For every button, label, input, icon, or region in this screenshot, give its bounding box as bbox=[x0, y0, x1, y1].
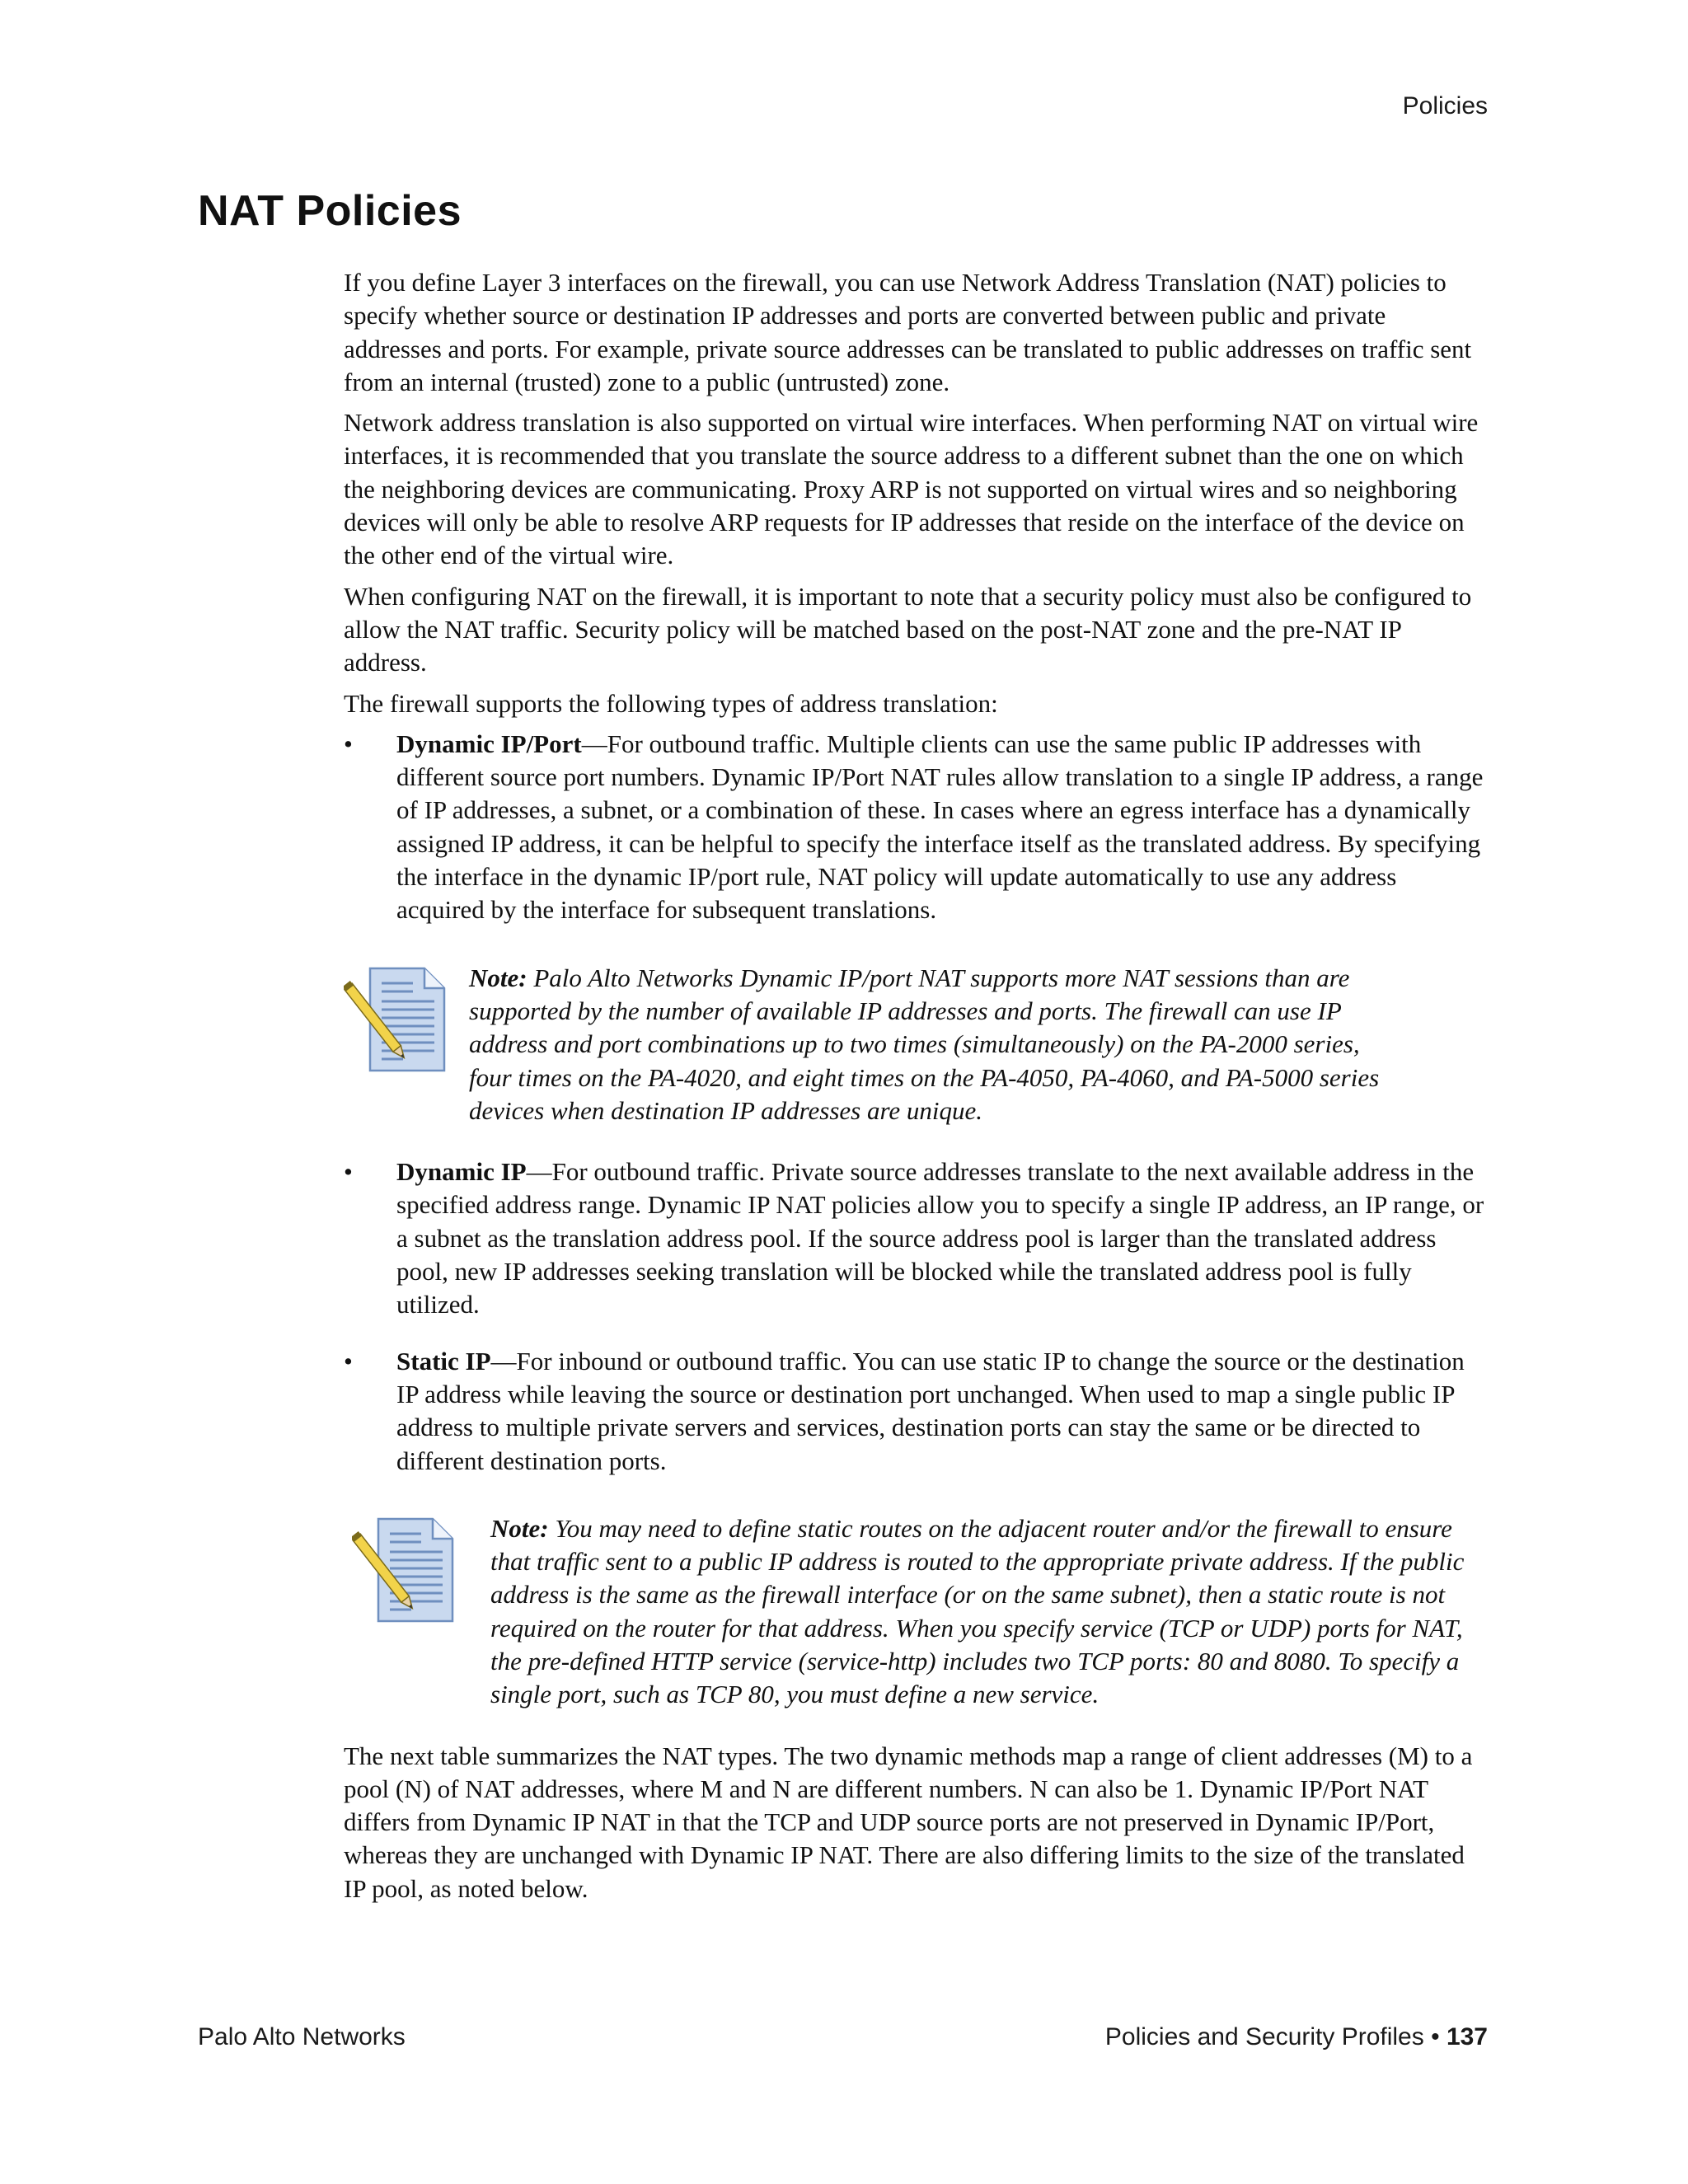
note-content: Palo Alto Networks Dynamic IP/port NAT supports more NAT sessions than are supported by the number of available IP addresses and ports. The firewall can use IP address and port combinations up to two times (simultaneously) on the PA-2000 series, four times on the PA-4020, and eight times on the PA-4050, PA-4060, and PA-5000 series devices when destination IP addresses are unique. bbox=[469, 963, 1380, 1125]
footer-section: Policies and Security Profiles bbox=[1104, 2023, 1424, 2050]
main-content bbox=[344, 266, 1485, 1913]
paragraph-security-policy: When configuring NAT on the firewall, it is important to note that a security policy must also be configured to allow the NAT traffic. Security policy will be matched based on the post-NAT zone and the pre-NAT IP address. bbox=[344, 581, 1472, 677]
note-label: Note: bbox=[469, 963, 528, 992]
note-text bbox=[469, 962, 1396, 1127]
paragraph-types-intro: The firewall supports the following types of address translation: bbox=[344, 688, 998, 718]
page-number: 137 bbox=[1446, 2023, 1488, 2050]
note-pencil-icon bbox=[344, 963, 454, 1079]
paragraph-virtual-wire: Network address translation is also supported on virtual wire interfaces. When performing NAT on virtual wire interfaces, it is recommended that you translate the source address to a different subnet than the one on which the neighboring devices are communicating. Proxy ARP is not supported on virtual wires and so neighboring devices will only be able to resolve ARP requests for IP addresses that reside on the interface of the device on the other end of the virtual wire. bbox=[344, 408, 1479, 570]
list-item-dynamic-ip bbox=[344, 1155, 1485, 1321]
footer-separator: • bbox=[1423, 2023, 1447, 2050]
bullet-text: —For outbound traffic. Private source addresses translate to the next available address in the specified address range. Dynamic IP NAT policies allow you to specify a single IP address, an IP range, or a subnet as the translation address pool. If the source address pool is larger than the translated address pool, new IP addresses seeking translation will be blocked while the translated address pool is fully utilized. bbox=[396, 1157, 1484, 1319]
page-title: NAT Policies bbox=[198, 187, 462, 235]
footer-page-info bbox=[1105, 2023, 1488, 2051]
list-item-static-ip bbox=[344, 1345, 1485, 1478]
bullet-term: Static IP bbox=[396, 1346, 491, 1376]
paragraph-intro: If you define Layer 3 interfaces on the firewall, you can use Network Address Translation (NAT) policies to specify whether source or destination IP addresses and ports are converted between public and private addresses and ports. For example, private source addresses can be translated to public addresses on traffic sent from an internal (trusted) zone to a public (untrusted) zone. bbox=[344, 268, 1472, 396]
list-item-dynamic-ip-port bbox=[344, 728, 1485, 927]
note-label: Note: bbox=[490, 1513, 549, 1543]
bullet-text: —For inbound or outbound traffic. You can use static IP to change the source or the destination IP address while leaving the source or destination port unchanged. When used to map a single public IP address to multiple private servers and services, destination ports can stay the same or be directed to different destination ports. bbox=[396, 1346, 1465, 1475]
paragraph-table-summary: The next table summarizes the NAT types. The two dynamic methods map a range of client addresses (M) to a pool (N) of NAT addresses, where M and N are different numbers. N can also be 1. Dynamic IP/Port NAT differs from Dynamic IP NAT in that the TCP and UDP source ports are not preserved in Dynamic IP/Port, whereas they are unchanged with Dynamic IP NAT. There are also differing limits to the size of the translated IP pool, as noted below. bbox=[344, 1741, 1473, 1903]
note-pencil-icon bbox=[352, 1514, 462, 1629]
note-text bbox=[490, 1512, 1467, 1712]
bullet-marker: • bbox=[344, 1157, 353, 1187]
note-content: You may need to define static routes on the adjacent router and/or the firewall to ensure that traffic sent to a public IP address is routed to the appropriate private address. If the public address is the same as the firewall interface (or on the same subnet), then a static route is not required on the router for that address. When you specify service (TCP or UDP) ports for NAT, the pre-defined HTTP service (service-http) includes two TCP ports: 80 and 8080. To specify a single port, such as TCP 80, you must define a new service. bbox=[490, 1513, 1465, 1709]
bullet-term: Dynamic IP bbox=[396, 1157, 527, 1187]
bullet-text: —For outbound traffic. Multiple clients can use the same public IP addresses with different source port numbers. Dynamic IP/Port NAT rules allow translation to a single IP address, a range of IP addresses, a subnet, or a combination of these. In cases where an egress interface has a dynamically assigned IP address, it can be helpful to specify the interface itself as the translated address. By specifying the interface in the dynamic IP/port rule, NAT policy will update automatically to use any address acquired by the interface for subsequent translations. bbox=[396, 729, 1484, 925]
bullet-term: Dynamic IP/Port bbox=[396, 729, 582, 758]
note-box bbox=[344, 962, 1485, 1127]
note-box bbox=[352, 1512, 1485, 1712]
bullet-marker: • bbox=[344, 729, 353, 758]
footer-company: Palo Alto Networks bbox=[198, 2023, 406, 2050]
bullet-marker: • bbox=[344, 1346, 353, 1376]
running-header: Policies bbox=[1402, 92, 1488, 120]
